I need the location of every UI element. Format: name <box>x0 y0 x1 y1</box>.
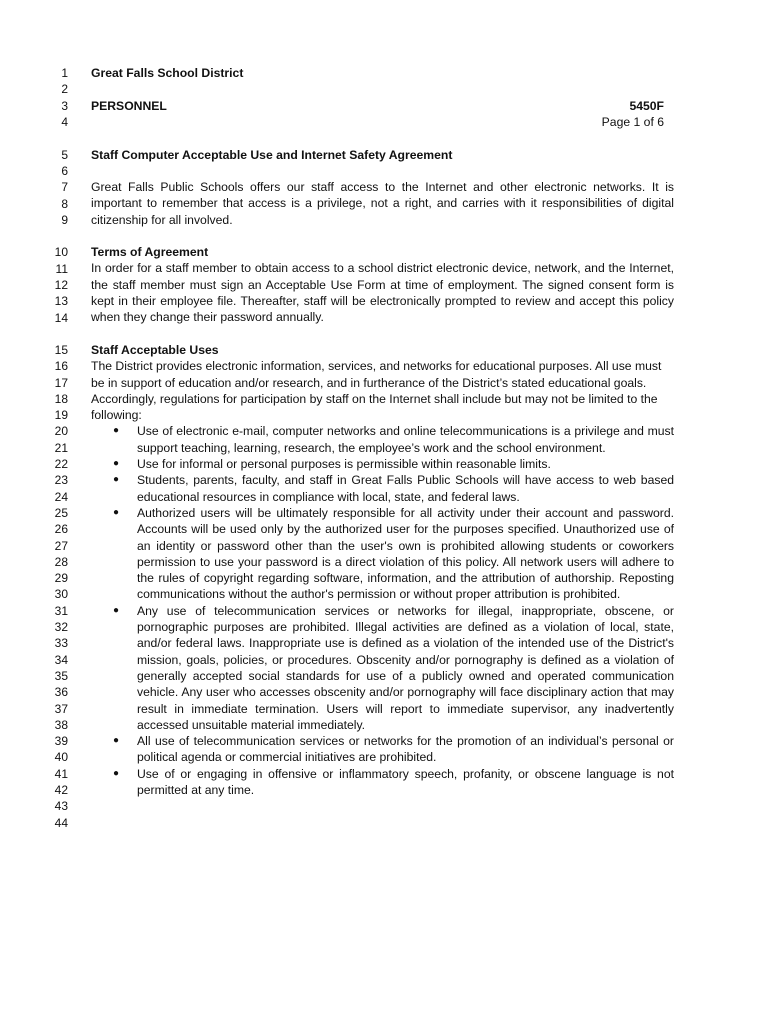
line-number: 9 <box>61 213 68 227</box>
line-number: 20 <box>54 424 68 438</box>
bullet-icon: ● <box>113 506 120 518</box>
line-number: 31 <box>54 604 68 618</box>
terms-section <box>91 244 674 325</box>
list-item <box>91 456 674 472</box>
line-number: 43 <box>54 799 68 813</box>
line-number: 15 <box>54 343 68 357</box>
line-number: 30 <box>54 587 68 601</box>
terms-heading: Terms of Agreement <box>91 245 209 259</box>
page-indicator: Page 1 of 6 <box>601 115 664 129</box>
document-title: Staff Computer Acceptable Use and Internet Safety Agreement <box>91 148 453 162</box>
uses-paragraph: The District provides electronic information, services, and networks for educational purposes. All use must be in support of education and/or research, and in furtherance of the District’s stated educational goals. Accordingly, regulations for participation by staff on the Internet shall include but may not be limited to the following: <box>91 359 662 423</box>
line-number: 40 <box>54 750 68 764</box>
list-item <box>91 472 674 505</box>
line-number: 17 <box>54 376 68 390</box>
section-header <box>91 98 664 114</box>
list-item <box>91 766 674 799</box>
line-number: 29 <box>54 571 68 585</box>
list-item-text: Use for informal or personal purposes is permissible within reasonable limits. <box>137 457 551 472</box>
line-number: 12 <box>54 278 68 292</box>
line-number: 13 <box>54 294 68 308</box>
list-item-text: Use of electronic e-mail, computer networks and online telecommunications is a privilege and must support teaching, learning, research, the employee’s work and the school environment. <box>137 424 674 455</box>
line-number: 26 <box>54 522 68 536</box>
policy-number: 5450F <box>629 99 664 113</box>
line-number: 24 <box>54 490 68 504</box>
line-number: 10 <box>54 245 68 259</box>
list-item <box>91 505 674 603</box>
line-number: 42 <box>54 783 68 797</box>
intro-paragraph: Great Falls Public Schools offers our staff access to the Internet and other electronic networks. It is important to remember that access is a privilege, not a right, and carries with it responsibilities of digital citizenship for all involved. <box>91 180 674 227</box>
line-number: 44 <box>54 816 68 830</box>
line-number: 16 <box>54 359 68 373</box>
district-name: Great Falls School District <box>91 66 244 80</box>
line-number: 5 <box>61 148 68 162</box>
line-number: 38 <box>54 718 68 732</box>
line-number: 8 <box>61 197 68 211</box>
line-number: 41 <box>54 767 68 781</box>
line-number: 11 <box>55 262 68 276</box>
line-number: 36 <box>54 685 68 699</box>
uses-heading: Staff Acceptable Uses <box>91 343 219 357</box>
line-number: 2 <box>61 82 68 96</box>
list-item-text: Students, parents, faculty, and staff in Great Falls Public Schools will have access to web based educational resources in compliance with local, state, and federal laws. <box>137 473 674 504</box>
list-item-text: All use of telecommunication services or networks for the promotion of an individual’s personal or political agenda or commercial initiatives are prohibited. <box>137 734 674 765</box>
line-number: 35 <box>54 669 68 683</box>
section-label: PERSONNEL <box>91 99 167 113</box>
line-number: 27 <box>54 539 68 553</box>
terms-paragraph: In order for a staff member to obtain access to a school district electronic device, network, and the Internet, the staff member must sign an Acceptable Use Form at time of employment. The signed consent form is kept in their employee file. Thereafter, staff will be electronically prompted to review and accept this policy when they change their password annually. <box>91 261 674 325</box>
list-item <box>91 603 674 733</box>
line-number: 23 <box>54 473 68 487</box>
line-number: 14 <box>54 311 68 325</box>
list-item-text: Any use of telecommunication services or networks for illegal, inappropriate, obscene, or pornographic purposes are prohibited. Illegal activities are defined as a violation of local, state, and/or federal laws. Inappropriate use is defined as a violation of the intended use of the District's mission, goals, policies, or procedures. Obscenity and/or pornography is defined as a violation of generally accepted social standards for use of a publicly owned and operated communication vehicle. Any user who accesses obscenity and/or pornography will face disciplinary action that may result in immediate termination. Users will report to immediate supervisor, any inadvertently accessed unsuitable material immediately. <box>137 603 674 732</box>
bullet-icon: ● <box>113 735 120 747</box>
list-item <box>91 423 674 456</box>
bullet-icon: ● <box>113 604 120 616</box>
list-item-text: Use of or engaging in offensive or inflammatory speech, profanity, or obscene language is not permitted at any time. <box>137 766 674 798</box>
line-number: 32 <box>54 620 68 634</box>
bullet-icon: ● <box>113 425 120 437</box>
line-number: 19 <box>54 408 68 422</box>
line-number: 3 <box>61 99 68 113</box>
line-number: 34 <box>54 653 68 667</box>
line-number: 6 <box>61 164 68 178</box>
line-number: 7 <box>61 180 68 194</box>
acceptable-uses-section <box>91 342 674 798</box>
line-number: 22 <box>54 457 68 471</box>
bullet-icon: ● <box>113 474 120 486</box>
list-item-text: Authorized users will be ultimately responsible for all activity under their account and password. Accounts will be used only by the authorized user for the purposes specified. Unauthorized use of an identity or password other than the user's own is prohibited allowing students or coworkers permission to use your password is a direct violation of this policy. All network users will adhere to the rules of copyright regarding software, information, and the attribution of authorship. Reposting communications without the author's permission or without proper attribution is prohibited. <box>137 505 674 602</box>
line-number: 4 <box>61 115 68 129</box>
line-number: 21 <box>54 441 68 455</box>
line-number: 18 <box>54 392 68 406</box>
list-item <box>91 733 674 766</box>
line-number: 28 <box>54 555 68 569</box>
line-number: 33 <box>54 636 68 650</box>
line-number: 37 <box>54 702 68 716</box>
uses-bullet-list <box>91 423 674 798</box>
line-number: 1 <box>61 66 68 80</box>
line-number: 39 <box>54 734 68 748</box>
line-number: 25 <box>54 506 68 520</box>
bullet-icon: ● <box>113 458 120 470</box>
bullet-icon: ● <box>113 767 120 779</box>
